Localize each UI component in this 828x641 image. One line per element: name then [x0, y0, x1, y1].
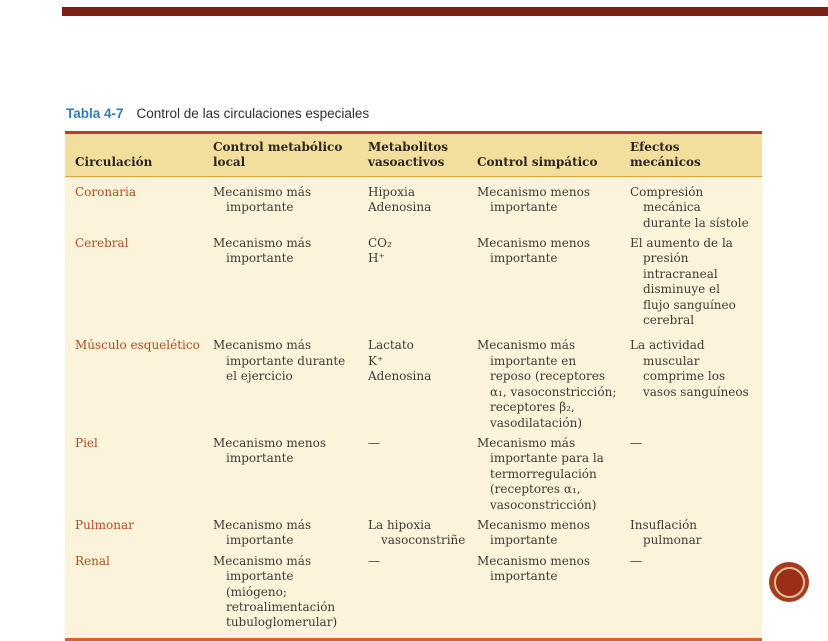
header-control-simpatico: Control simpático [477, 155, 598, 170]
row-label: Coronaria [75, 184, 136, 199]
header-efectos-mecanicos: Efectos mecánicos [630, 140, 701, 170]
row-label: Cerebral [75, 236, 129, 251]
header-circulacion: Circulación [75, 155, 153, 170]
cell-sympathetic-control: Mecanismo menos importante [477, 553, 590, 584]
cell-metabolites: CO₂ H⁺ [368, 236, 392, 266]
cell-metabolic-control: Mecanismo más importante durante el ejercicio [213, 338, 346, 384]
cell-sympathetic-control: Mecanismo menos importante [477, 236, 590, 266]
header-metabolitos-vasoactivos: Metabolitos vasoactivos [368, 140, 449, 170]
table-body [65, 177, 762, 641]
cell-mechanical-effects: Insuflación pulmonar [630, 517, 702, 548]
cell-metabolic-control: Mecanismo más importante (miógeno; retroalimentación tubuloglomerular) [213, 553, 338, 630]
row-label: Pulmonar [75, 517, 134, 532]
cell-sympathetic-control: Mecanismo más importante para la termorregulación (receptores α₁, vasoconstricción) [477, 435, 604, 512]
cell-mechanical-effects: El aumento de la presión intracraneal disminuye el flujo sanguíneo cerebral [630, 236, 736, 328]
cell-metabolic-control: Mecanismo menos importante [213, 435, 326, 466]
row-label: Piel [75, 435, 98, 450]
cell-sympathetic-control: Mecanismo menos importante [477, 517, 590, 548]
cell-metabolites: Hipoxia Adenosina [368, 184, 432, 215]
cell-metabolites: — [368, 435, 380, 450]
slide-corner-circle-inner-ring [774, 567, 805, 598]
table-row-piel [65, 431, 762, 513]
cell-metabolic-control: Mecanismo más importante [213, 184, 312, 215]
table-header-row [65, 131, 762, 177]
cell-sympathetic-control: Mecanismo más importante en reposo (receptores α₁, vasoconstricción; receptores β₂, vasodilatación) [477, 338, 617, 430]
table-title-text: Control de las circulaciones especiales [136, 106, 370, 121]
table-row-musculo-esqueletico [65, 333, 762, 430]
table-row-coronaria [65, 180, 762, 231]
slide-top-accent-bar [62, 7, 828, 16]
cell-mechanical-effects: Compresión mecánica durante la sístole [630, 184, 749, 230]
cell-metabolites: Lactato K⁺ Adenosina [368, 338, 432, 384]
header-control-metabolico-local: Control metabólico local [213, 140, 343, 170]
cell-metabolic-control: Mecanismo más importante [213, 236, 312, 266]
table-title [66, 106, 369, 121]
table-row-cerebral [65, 231, 762, 328]
slide-corner-circle-decoration [769, 562, 809, 602]
cell-metabolites: La hipoxia vasoconstriñe [368, 517, 466, 548]
table-row-renal [65, 549, 762, 631]
table-row-pulmonar [65, 513, 762, 549]
cell-mechanical-effects: — [630, 553, 642, 568]
cell-metabolic-control: Mecanismo más importante [213, 517, 312, 548]
cell-sympathetic-control: Mecanismo menos importante [477, 184, 590, 215]
special-circulations-table [65, 131, 762, 641]
cell-mechanical-effects: La actividad muscular comprime los vasos sanguíneos [630, 338, 749, 399]
table-number-label: Tabla 4-7 [66, 106, 124, 121]
cell-mechanical-effects: — [630, 435, 642, 450]
row-label: Músculo esquelético [75, 338, 200, 353]
row-label: Renal [75, 553, 110, 568]
cell-metabolites: — [368, 553, 380, 568]
